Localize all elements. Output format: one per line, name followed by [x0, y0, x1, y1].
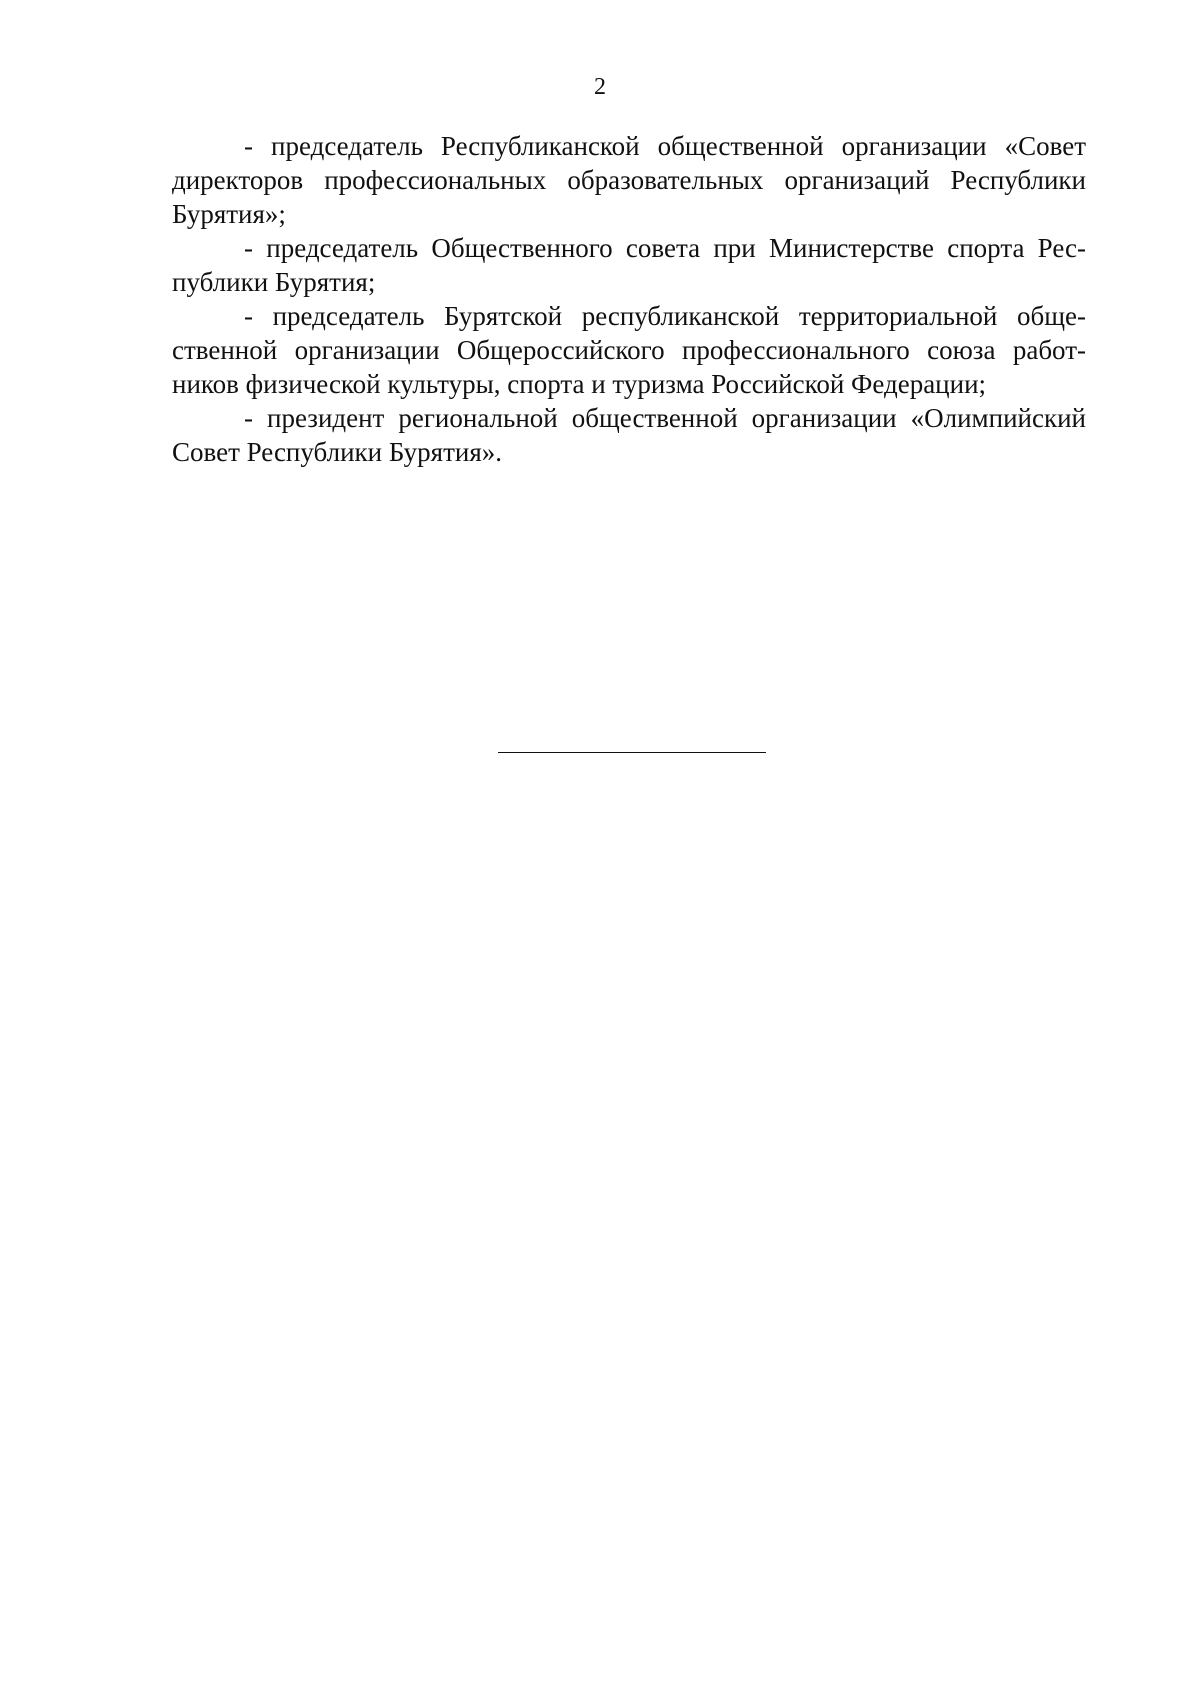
list-item-public-council-sports-ministry: - председатель Общественного совета при Министерстве спорта Республики Бурятия;	[172, 233, 1086, 297]
list-item-council-of-directors: - председатель Республиканской общественной организации «Совет директоров профессиональных образовательных организаций Республики Бурятия»;	[172, 131, 1086, 229]
page-number: 2	[594, 74, 606, 100]
end-of-document-divider	[498, 752, 766, 753]
list-item-trade-union-organization: - председатель Бурятской республиканской территориальной общественной организации Общероссийского профессионального союза работников физической культуры, спорта и туризма Российской Федерации;	[172, 301, 1086, 399]
list-item-olympic-council: - президент региональной общественной организации «Олимпийский Совет Республики Бурятия».	[172, 403, 1086, 467]
document-body	[172, 129, 1086, 469]
